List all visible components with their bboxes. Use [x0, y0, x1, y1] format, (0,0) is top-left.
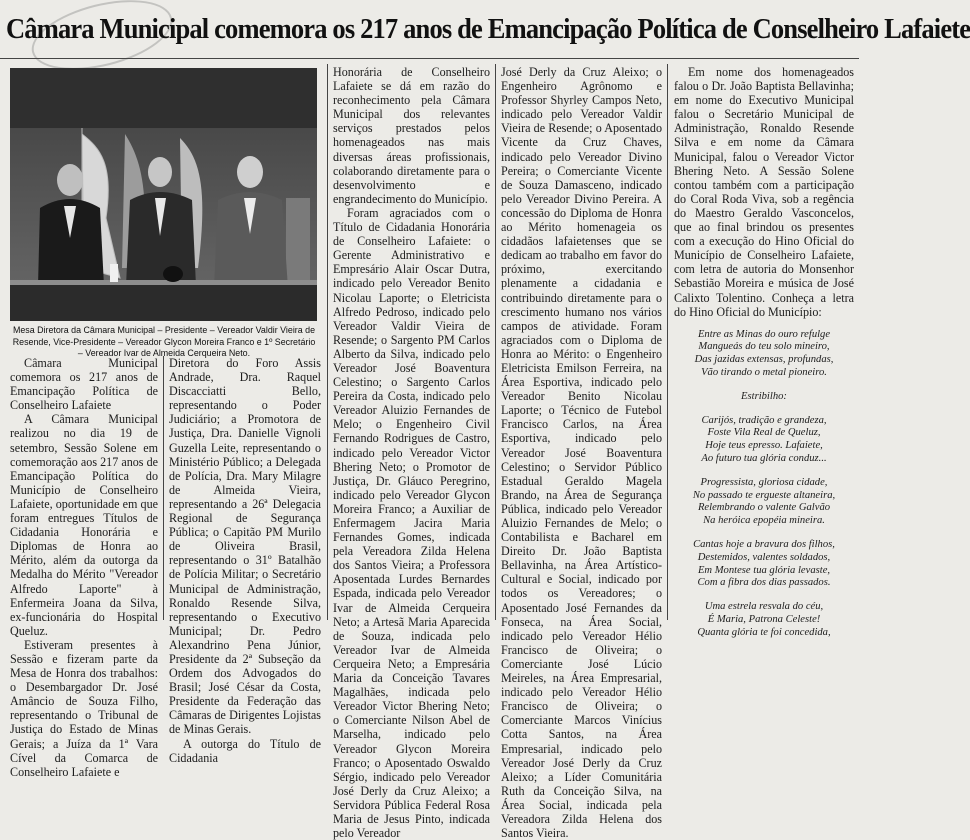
anthem-line: Destemidos, valentes soldados,: [697, 551, 831, 563]
anthem-line: Hoje teus epresso. Lafaiete,: [705, 440, 823, 452]
article-column-4: [501, 65, 662, 840]
anthem-line: Estribilho:: [741, 390, 787, 402]
paragraph: Estiveram presentes à Sessão e fizeram parte da Mesa de Honra dos trabalhos: o Desembargador Dr. José Amâncio de Souza Filho, representando o Tribunal de Justiça do Estado de Minas Gerais; a Juíza da 1ª Vara Cível da Comarca de Conselheiro Lafaiete e: [10, 637, 158, 779]
anthem-line: Cantas hoje a bravura dos filhos,: [693, 539, 835, 551]
column-divider: [667, 64, 668, 620]
anthem-line: É Maria, Patrona Celeste!: [707, 614, 821, 626]
paragraph: Diretora do Foro Assis Andrade, Dra. Raquel Discacciatti Bello, representando o Poder Judiciário; a Promotora de Justiça, Dra. Danielle Vignoli Guzella Leite, representando o Ministério Público; a Delegada de Polícia, Dra. Mary Milagre de Almeida Vieira, representando a 26ª Delegacia Regional de Segurança Pública; o Capitão PM Murilo de Oliveira Brasil, representando o 31º Batalhão de Polícia Militar; o Secretário Municipal de Administração, Ronaldo Resende Silva, representando o Executivo Municipal; Dr. Pedro Alexandrino Pena Júnior, Presidente da 2ª Subseção da Ordem dos Advogados do Brasil; José César da Costa, Presidente da Federação das Câmaras de Dirigentes Lojistas de Minas Gerais.: [169, 356, 321, 737]
photo-caption: Mesa Diretora da Câmara Municipal – Presidente – Vereador Valdir Vieira de Resende, Vice-Presidente – Vereador Glycon Moreira Franco e 1º Secretário – Vereador Ivar de Almeida Cerqueira Neto.: [12, 325, 316, 358]
article-column-1: [10, 356, 158, 779]
paragraph: Honorária de Conselheiro Lafaiete se dá em razão do reconhecimento pela Câmara Municipal dos relevantes serviços prestados pelos homenageados nas mais diversas áreas profissionais, colaborando diretamente para o desenvolvimento e engrandecimento do Município.: [333, 65, 490, 206]
anthem-line: Vão tirando o metal pioneiro.: [701, 367, 827, 379]
anthem-line: Foste Vila Real de Queluz,: [707, 427, 821, 439]
anthem-line: Uma estrela resvala do céu,: [704, 601, 824, 613]
anthem-line: Em Montese tua glória levaste,: [697, 564, 831, 576]
article-column-3: [333, 65, 490, 840]
column-divider: [495, 64, 496, 620]
anthem-line: Progressista, gloriosa cidade,: [700, 476, 828, 488]
anthem-stanza: [674, 601, 854, 639]
anthem-line: Carijós, tradição e grandeza,: [701, 414, 827, 426]
paragraph: Câmara Municipal comemora os 217 anos de Emancipação Política de Conselheiro Lafaiete: [10, 356, 158, 413]
column-divider: [327, 64, 328, 620]
column-divider: [163, 356, 164, 620]
anthem-stanza: [674, 539, 854, 590]
anthem-line: No passado te ergueste altaneira,: [692, 489, 836, 501]
anthem-line: Na heróica epopéia mineira.: [703, 515, 825, 527]
anthem-stanza: [674, 477, 854, 528]
anthem-refrain-label: [674, 391, 854, 404]
anthem-line: Entre as Minas do ouro refulge: [697, 328, 831, 340]
anthem-stanza: [674, 329, 854, 380]
event-photo-image: [10, 68, 317, 321]
anthem-line: Ao futuro tua glória conduz...: [701, 453, 827, 465]
anthem-line: Das jazidas extensas, profundas,: [694, 354, 834, 366]
paragraph: Em nome dos homenageados falou o Dr. João Baptista Bellavinha; em nome do Executivo Municipal falou o Secretário Municipal de Administração, Ronaldo Resende Silva e em nome da Câmara Municipal, falou o Vereador Victor Bhering Neto. A Sessão Solene contou também com a participação do Coral Roda Viva, sob a regência do Maestro Geraldo Vasconcelos, que ao final brindou os presentes com a execução do Hino Oficial do Município de Conselheiro Lafaiete, com letra de autoria do Monsenhor Sebastião Moreira e música de José Calixto Tolentino. Conheça a letra do Hino Oficial do Município:: [674, 65, 854, 319]
paragraph: A Câmara Municipal realizou no dia 19 de setembro, Sessão Solene em comemoração aos 217 anos de Emancipação Política do Município de Conselheiro Lafaiete, oportunidade em que foram entregues Títulos de Cidadania Honorária e Diplomas de Honra ao Mérito, além da outorga da Medalha do Mérito "Vereador Alfredo Laporte" à Enfermeira Joana da Silva, ex-funcionária do Hospital Queluz.: [10, 412, 158, 638]
anthem-lyrics: [674, 329, 854, 640]
article-column-5: [674, 65, 854, 638]
article-column-2: [169, 356, 321, 765]
anthem-line: Relembrando o valente Galvão: [697, 502, 831, 514]
anthem-line: Mangueás do teu solo mineiro,: [698, 341, 830, 353]
anthem-line: Quanta glória te foi concedida,: [697, 626, 831, 638]
headline: Câmara Municipal comemora os 217 anos de Emancipação Política de Conselheiro Lafaiete: [6, 14, 970, 45]
paragraph: José Derly da Cruz Aleixo; o Engenheiro Agrônomo e Professor Shyrley Campos Neto, indicado pelo Vereador Valdir Vieira de Resende; o Aposentado Vicente da Cruz Chaves, indicado pelo Vereador Divino Pereira; o Comerciante Vicente de Souza Damasceno, indicado pelo Vereador Divino Pereira. A concessão do Diploma de Honra ao Mérito homenageia os cidadãos lafaietenses que se dedicam ao trabalho em favor do próximo, exercitando plenamente a cidadania e contribuindo diretamente para o crescimento humano nos vários campos de atividade. Foram agraciados com o Diploma de Honra ao Mérito: o Engenheiro Eletricista Emilson Ferreira, na Área Esportiva, indicado pelo Vereador Benito Nicolau Laporte; o Técnico de Futebol Francisco Carlos, na Área Esportiva, indicado pelo Vereador José Boaventura Celestino; o Servidor Público Estadual Geraldo Magela Brando, na Área de Segurança Pública, indicado pelo Vereador Aluizio Fernandes de Melo; o Contabilista e Bacharel em Direito Dr. João Baptista Bellavinha, na Área Artístico-Cultural e Social, indicado por todos os Vereadores; o Aposentado José Fernandes da Fonseca, na Área Social, indicado pelo Vereador Hélio Francisco de Oliveira; o Comerciante José Lúcio Meireles, na Área Empresarial, indicado pelo Vereador Hélio Francisco de Oliveira; o Comerciante Marcos Vinícius Cotta Santos, na Área Empresarial, indicado pelo Vereador José Derly da Cruz Aleixo; a Líder Comunitária Ruth da Conceição Silva, na Área Social, indicada pela Vereadora Zilda Helena dos Santos Vieira.: [501, 65, 662, 840]
anthem-stanza: [674, 415, 854, 466]
paragraph: Foram agraciados com o Título de Cidadania Honorária de Conselheiro Lafaiete: o Gerente Administrativo e Empresário Alair Oscar Dutra, indicado pelo Vereador Benito Nicolau Laporte; o Eletricista Alfredo Pedroso, indicado pelo Vereador Valdir Vieira de Resende; o Sargento PM Carlos Alberto da Silva, indicado pelo Vereador José Boaventura Celestino; o Sargento Carlos Pereira da Costa, indicado pelo Vereador Aluizio Fernandes de Melo; o Engenheiro Civil Fernando Rodrigues de Castro, indicado pelo Vereador Victor Bhering Neto; o Promotor de Justiça, Dr. Gláuco Peregrino, indicado pelo Vereador Glycon Moreira Franco; a Auxiliar de Enfermagem Jacira Maria Fernandes Gomes, indicada pela Vereadora Zilda Helena dos Santos Vieira; a Professora Aposentada Lurdes Bernardes Espada, indicada pelo Vereador Ivar de Almeida Cerqueira Neto; a Artesã Maria Aparecida de Souza, indicada pelo Vereador Ivar de Almeida Cerqueira Neto; a Empresária Maria da Conceição Tavares Magalhães, indicada pelo Vereador Victor Bhering Neto; o Comerciante Nilson Abel de Marselha, indicado pelo Vereador Glycon Moreira Franco; o Aposentado Oswaldo Sérgio, indicado pelo Vereador José Derly da Cruz Aleixo; a Servidora Pública Federal Rosa Maria de Jesus Pinto, indicada pelo Vereador: [333, 205, 490, 840]
paragraph: A outorga do Título de Cidadania: [169, 736, 321, 765]
event-photo: [10, 68, 317, 321]
anthem-line: Com a fibra dos dias passados.: [697, 577, 831, 589]
headline-rule: [0, 58, 859, 59]
